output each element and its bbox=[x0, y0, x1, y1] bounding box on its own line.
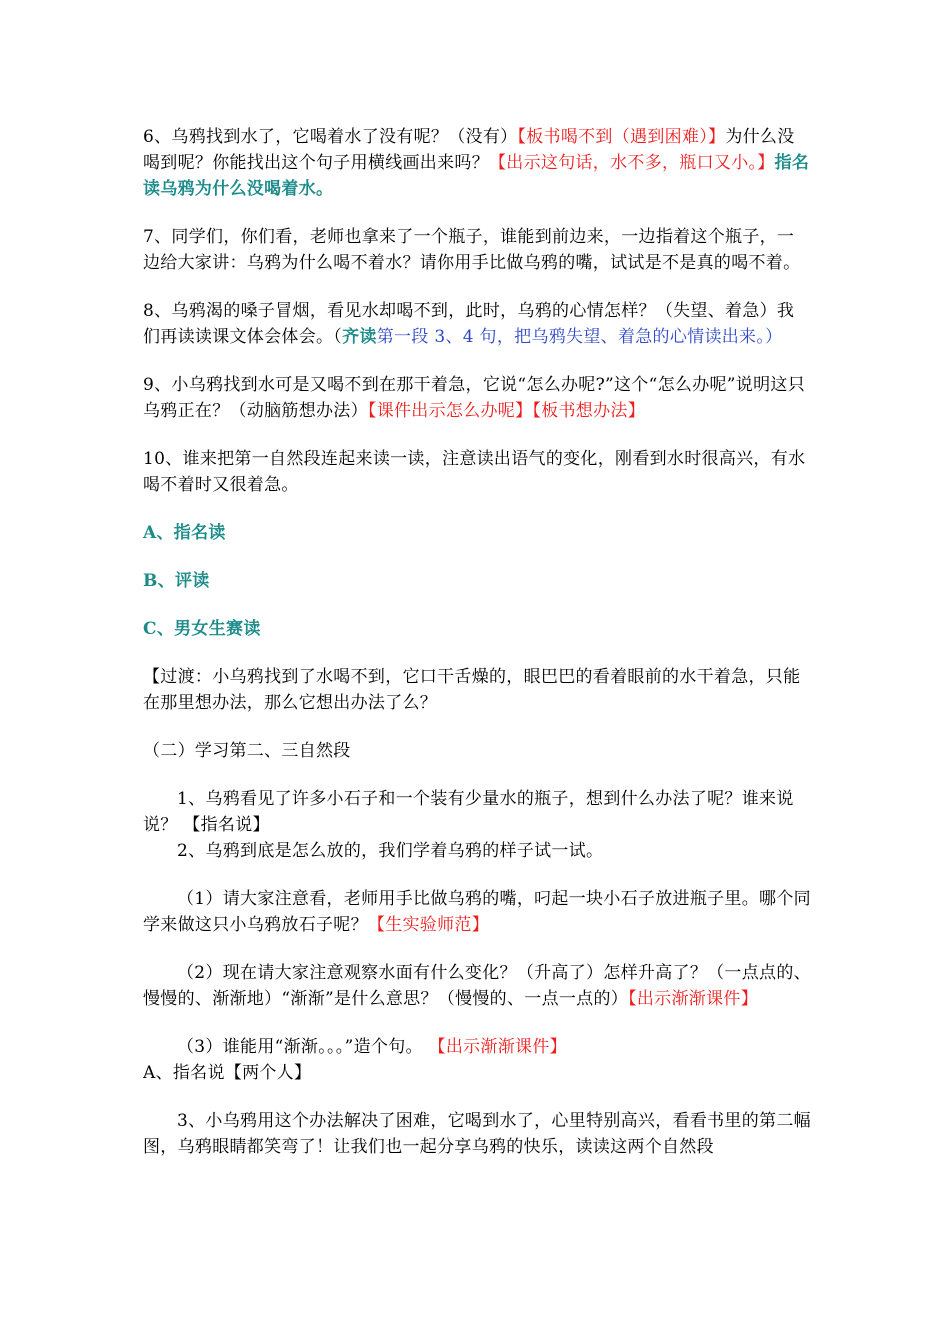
step-2: 2、乌鸦到底是怎么放的，我们学着乌鸦的样子试一试。 bbox=[177, 841, 604, 861]
document-page bbox=[143, 124, 811, 1160]
demo-note: 【生实验师范】 bbox=[367, 915, 490, 935]
reading-note: 齐读 bbox=[342, 327, 377, 347]
text: （1）请大家注意看，老师用手比做乌鸦的嘴，叼起一块小石子放进瓶子里。哪个同学来做这只小乌鸦放石子呢？ bbox=[143, 889, 811, 935]
text: 9、小乌鸦找到水可是又喝不到在那干着急，它说“怎么办呢?”这个“怎么办呢”说明这只乌鸦正在？（动脑筋想办法） bbox=[143, 375, 805, 421]
step-c: C、男女生赛读 bbox=[143, 619, 261, 639]
paragraph-8 bbox=[143, 298, 811, 350]
paragraph-7: 7、同学们，你们看，老师也拿来了一个瓶子，谁能到前边来，一边指着这个瓶子，一边给大家讲：乌鸦为什么喝不着水？请你用手比做乌鸦的嘴，试试是不是真的喝不着。 bbox=[143, 227, 801, 273]
board-note: 【课件出示怎么办呢】【板书想办法】 bbox=[367, 401, 646, 421]
step-1: 1、乌鸦看见了许多小石子和一个装有少量水的瓶子，想到什么办法了呢？谁来说说？ 【指名说】 bbox=[143, 789, 794, 835]
paragraph-6 bbox=[143, 124, 811, 202]
step-2-3-answer: A、指名说【两个人】 bbox=[143, 1063, 312, 1083]
text: 6、乌鸦找到水了，它喝着水了没有呢？（没有） bbox=[143, 127, 518, 147]
reading-note: 指名读乌鸦为什么没喝着水。 bbox=[143, 153, 810, 199]
section-heading: （二）学习第二、三自然段 bbox=[143, 741, 351, 761]
paragraph-9 bbox=[143, 372, 811, 424]
text: （3）谁能用“渐渐。。。”造个句。 bbox=[177, 1037, 429, 1057]
display-note: 【出示渐渐课件】 bbox=[428, 1037, 567, 1057]
step-2-3 bbox=[143, 1034, 811, 1060]
display-note: 【出示渐渐课件】 bbox=[628, 989, 758, 1009]
text: 8、乌鸦渴的嗓子冒烟，看见水却喝不到，此时，乌鸦的心情怎样？（失望、着急）我们再读读课文体会体会。（ bbox=[143, 301, 795, 347]
text: （2）现在请大家注意观察水面有什么变化？（升高了）怎样升高了？（一点点的、慢慢的、渐渐地）“渐渐”是什么意思？（慢慢的、一点一点的） bbox=[143, 963, 811, 1009]
step-a: A、指名读 bbox=[143, 523, 226, 543]
display-note: 【出示这句话，水不多，瓶口又小。】 bbox=[489, 153, 775, 173]
transition-paragraph: 【过渡：小乌鸦找到了水喝不到，它口干舌燥的，眼巴巴的看着眼前的水干着急，只能在那里想办法，那么它想出办法了么？ bbox=[143, 667, 801, 713]
step-2-2 bbox=[143, 960, 811, 1012]
text: 为什么没喝到呢？你能找出这个句子用横线画出来吗？ bbox=[143, 127, 795, 173]
step-2-1 bbox=[143, 886, 811, 938]
paragraph-10: 10、谁来把第一自然段连起来读一读，注意读出语气的变化，刚看到水时很高兴，有水喝不着时又很着急。 bbox=[143, 449, 806, 495]
board-note: 【板书喝不到（遇到困难）】 bbox=[517, 127, 726, 147]
step-b: B、评读 bbox=[143, 571, 210, 591]
reading-instruction: 第一段 3、4 句，把乌鸦失望、着急的心情读出来。） bbox=[376, 327, 783, 347]
step-3: 3、小乌鸦用这个办法解决了困难，它喝到水了，心里特别高兴，看看书里的第二幅图，乌鸦眼睛都笑弯了！让我们也一起分享乌鸦的快乐，读读这两个自然段 bbox=[143, 1111, 811, 1157]
